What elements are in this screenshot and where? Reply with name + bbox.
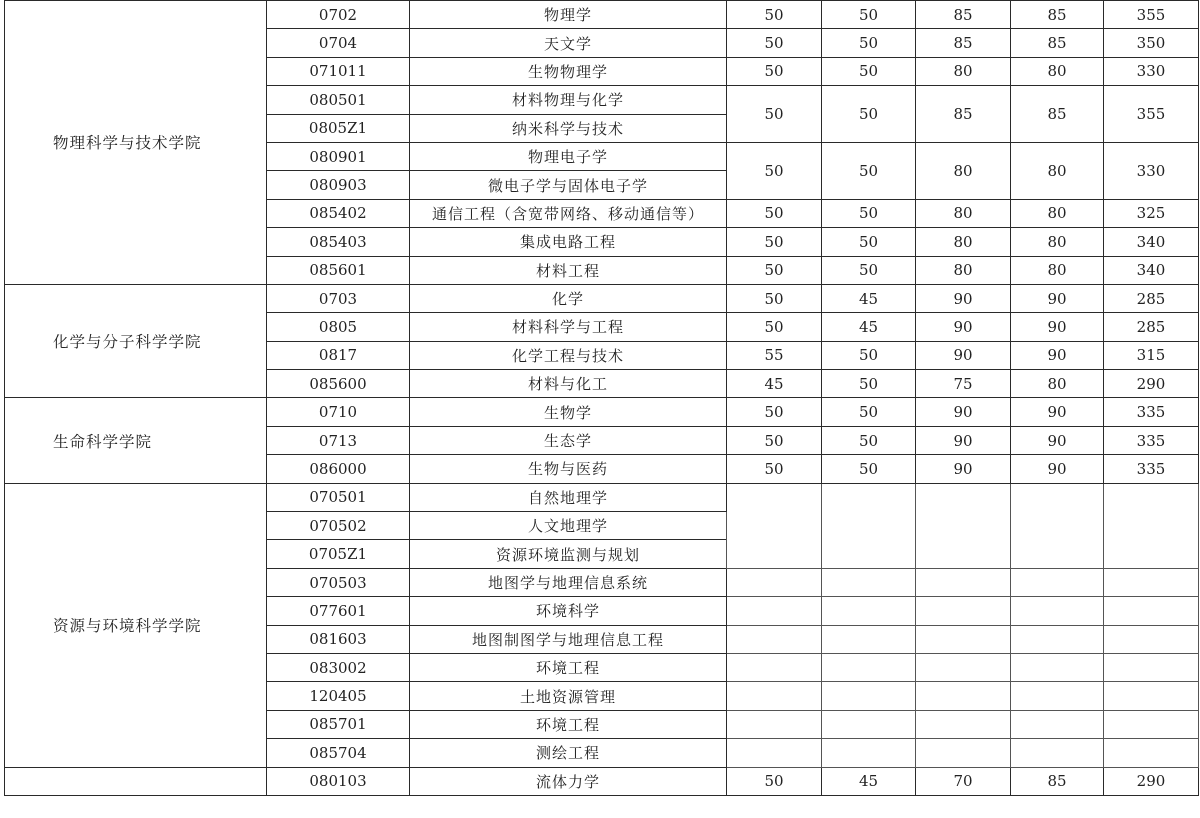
subject-score-cell: 50 [727, 29, 822, 57]
major-code-cell: 070501 [267, 483, 410, 511]
subject-score-cell: 90 [916, 398, 1011, 426]
table-row [5, 1, 1199, 29]
major-name-cell: 资源环境监测与规划 [410, 540, 727, 568]
subject-score-cell [822, 568, 916, 596]
total-score-cell: 335 [1104, 455, 1199, 483]
subject-score-cell: 50 [727, 767, 822, 795]
total-score-cell: 340 [1104, 228, 1199, 256]
total-score-cell: 330 [1104, 57, 1199, 85]
subject-score-cell: 90 [1011, 284, 1104, 312]
subject-score-cell: 50 [822, 1, 916, 29]
major-name-cell: 物理电子学 [410, 142, 727, 170]
major-code-cell: 077601 [267, 597, 410, 625]
major-name-cell: 材料与化工 [410, 370, 727, 398]
subject-score-cell: 50 [822, 370, 916, 398]
major-name-cell: 地图制图学与地理信息工程 [410, 625, 727, 653]
table-row [5, 483, 1199, 511]
subject-score-cell: 50 [822, 57, 916, 85]
subject-score-cell: 50 [727, 398, 822, 426]
subject-score-cell: 45 [822, 284, 916, 312]
subject-score-cell: 50 [822, 426, 916, 454]
subject-score-cell: 90 [1011, 455, 1104, 483]
major-name-cell: 材料科学与工程 [410, 313, 727, 341]
subject-score-cell [822, 597, 916, 625]
subject-score-cell [727, 739, 822, 767]
total-score-cell [1104, 682, 1199, 710]
total-score-cell [1104, 625, 1199, 653]
major-name-cell: 生态学 [410, 426, 727, 454]
subject-score-cell [1011, 710, 1104, 738]
subject-score-cell: 85 [1011, 29, 1104, 57]
subject-score-cell: 90 [1011, 398, 1104, 426]
major-code-cell: 0817 [267, 341, 410, 369]
subject-score-cell: 80 [1011, 57, 1104, 85]
major-code-cell: 080903 [267, 171, 410, 199]
subject-score-cell: 80 [916, 57, 1011, 85]
subject-score-cell [727, 682, 822, 710]
subject-score-cell: 50 [822, 256, 916, 284]
major-name-cell: 化学工程与技术 [410, 341, 727, 369]
major-code-cell: 0805Z1 [267, 114, 410, 142]
total-score-cell [1104, 653, 1199, 681]
major-code-cell: 085601 [267, 256, 410, 284]
subject-score-cell: 90 [916, 455, 1011, 483]
subject-score-cell: 50 [727, 1, 822, 29]
subject-score-cell: 50 [727, 57, 822, 85]
subject-score-cell: 45 [727, 370, 822, 398]
subject-score-cell [727, 483, 822, 568]
total-score-cell: 315 [1104, 341, 1199, 369]
subject-score-cell [822, 625, 916, 653]
major-name-cell: 测绘工程 [410, 739, 727, 767]
subject-score-cell: 55 [727, 341, 822, 369]
subject-score-cell [916, 682, 1011, 710]
college-name-cell: 生命科学学院 [5, 398, 267, 483]
subject-score-cell: 50 [727, 142, 822, 199]
subject-score-cell [916, 597, 1011, 625]
subject-score-cell: 50 [727, 284, 822, 312]
subject-score-cell: 90 [1011, 313, 1104, 341]
college-name-cell: 资源与环境科学学院 [5, 483, 267, 767]
major-code-cell: 0704 [267, 29, 410, 57]
subject-score-cell: 90 [1011, 341, 1104, 369]
major-name-cell: 天文学 [410, 29, 727, 57]
college-name-cell [5, 767, 267, 795]
total-score-cell [1104, 597, 1199, 625]
major-name-cell: 集成电路工程 [410, 228, 727, 256]
subject-score-cell: 90 [916, 284, 1011, 312]
major-name-cell: 材料物理与化学 [410, 86, 727, 114]
total-score-cell: 340 [1104, 256, 1199, 284]
major-code-cell: 0710 [267, 398, 410, 426]
college-name-cell: 化学与分子科学学院 [5, 284, 267, 398]
major-code-cell: 085600 [267, 370, 410, 398]
subject-score-cell: 80 [1011, 199, 1104, 227]
major-name-cell: 生物学 [410, 398, 727, 426]
major-code-cell: 080103 [267, 767, 410, 795]
score-table [4, 0, 1199, 796]
subject-score-cell: 45 [822, 313, 916, 341]
major-code-cell: 085403 [267, 228, 410, 256]
total-score-cell: 290 [1104, 767, 1199, 795]
subject-score-cell: 50 [822, 199, 916, 227]
total-score-cell [1104, 710, 1199, 738]
total-score-cell: 325 [1104, 199, 1199, 227]
subject-score-cell: 90 [916, 313, 1011, 341]
subject-score-cell: 45 [822, 767, 916, 795]
subject-score-cell: 50 [727, 228, 822, 256]
subject-score-cell [727, 625, 822, 653]
major-name-cell: 物理学 [410, 1, 727, 29]
college-name-cell: 物理科学与技术学院 [5, 1, 267, 285]
subject-score-cell: 50 [822, 341, 916, 369]
major-code-cell: 085704 [267, 739, 410, 767]
subject-score-cell [822, 682, 916, 710]
major-code-cell: 081603 [267, 625, 410, 653]
major-code-cell: 071011 [267, 57, 410, 85]
major-name-cell: 环境工程 [410, 653, 727, 681]
subject-score-cell: 50 [727, 86, 822, 143]
subject-score-cell: 50 [727, 256, 822, 284]
subject-score-cell [1011, 568, 1104, 596]
subject-score-cell: 80 [916, 199, 1011, 227]
subject-score-cell [916, 653, 1011, 681]
major-code-cell: 0713 [267, 426, 410, 454]
subject-score-cell: 80 [916, 142, 1011, 199]
subject-score-cell: 85 [1011, 1, 1104, 29]
major-code-cell: 080501 [267, 86, 410, 114]
table-row [5, 284, 1199, 312]
subject-score-cell: 85 [916, 1, 1011, 29]
subject-score-cell: 80 [1011, 142, 1104, 199]
subject-score-cell [1011, 682, 1104, 710]
total-score-cell: 355 [1104, 86, 1199, 143]
major-name-cell: 地图学与地理信息系统 [410, 568, 727, 596]
major-name-cell: 通信工程（含宽带网络、移动通信等） [410, 199, 727, 227]
table-row [5, 398, 1199, 426]
subject-score-cell: 80 [1011, 256, 1104, 284]
major-name-cell: 人文地理学 [410, 512, 727, 540]
total-score-cell [1104, 483, 1199, 568]
subject-score-cell [822, 483, 916, 568]
subject-score-cell: 70 [916, 767, 1011, 795]
major-code-cell: 0805 [267, 313, 410, 341]
major-code-cell: 120405 [267, 682, 410, 710]
major-name-cell: 材料工程 [410, 256, 727, 284]
subject-score-cell: 50 [822, 29, 916, 57]
subject-score-cell: 50 [822, 228, 916, 256]
subject-score-cell [822, 739, 916, 767]
major-name-cell: 自然地理学 [410, 483, 727, 511]
total-score-cell: 355 [1104, 1, 1199, 29]
total-score-cell: 290 [1104, 370, 1199, 398]
major-code-cell: 086000 [267, 455, 410, 483]
major-code-cell: 0703 [267, 284, 410, 312]
major-name-cell: 环境工程 [410, 710, 727, 738]
subject-score-cell [916, 625, 1011, 653]
subject-score-cell: 90 [916, 426, 1011, 454]
subject-score-cell: 90 [916, 341, 1011, 369]
subject-score-cell [727, 568, 822, 596]
subject-score-cell [1011, 597, 1104, 625]
subject-score-cell [727, 710, 822, 738]
subject-score-cell: 50 [727, 313, 822, 341]
subject-score-cell: 80 [1011, 228, 1104, 256]
total-score-cell: 285 [1104, 284, 1199, 312]
total-score-cell [1104, 568, 1199, 596]
major-name-cell: 生物与医药 [410, 455, 727, 483]
major-name-cell: 生物物理学 [410, 57, 727, 85]
subject-score-cell: 80 [916, 256, 1011, 284]
total-score-cell: 330 [1104, 142, 1199, 199]
major-name-cell: 流体力学 [410, 767, 727, 795]
subject-score-cell: 85 [1011, 767, 1104, 795]
subject-score-cell: 50 [822, 455, 916, 483]
major-code-cell: 070503 [267, 568, 410, 596]
subject-score-cell: 85 [916, 86, 1011, 143]
total-score-cell: 350 [1104, 29, 1199, 57]
total-score-cell: 285 [1104, 313, 1199, 341]
subject-score-cell [916, 710, 1011, 738]
subject-score-cell [822, 653, 916, 681]
subject-score-cell: 80 [916, 228, 1011, 256]
subject-score-cell: 50 [822, 86, 916, 143]
subject-score-cell: 50 [822, 142, 916, 199]
subject-score-cell: 85 [1011, 86, 1104, 143]
subject-score-cell [727, 597, 822, 625]
subject-score-cell: 50 [727, 426, 822, 454]
subject-score-cell [1011, 483, 1104, 568]
major-name-cell: 土地资源管理 [410, 682, 727, 710]
major-name-cell: 环境科学 [410, 597, 727, 625]
subject-score-cell: 80 [1011, 370, 1104, 398]
subject-score-cell: 85 [916, 29, 1011, 57]
subject-score-cell [1011, 653, 1104, 681]
subject-score-cell [822, 710, 916, 738]
table-row [5, 767, 1199, 795]
major-code-cell: 085701 [267, 710, 410, 738]
subject-score-cell: 50 [822, 398, 916, 426]
major-code-cell: 070502 [267, 512, 410, 540]
subject-score-cell: 50 [727, 455, 822, 483]
major-code-cell: 0702 [267, 1, 410, 29]
subject-score-cell: 50 [727, 199, 822, 227]
major-code-cell: 085402 [267, 199, 410, 227]
subject-score-cell [916, 483, 1011, 568]
major-name-cell: 纳米科学与技术 [410, 114, 727, 142]
subject-score-cell [1011, 739, 1104, 767]
subject-score-cell: 90 [1011, 426, 1104, 454]
total-score-cell [1104, 739, 1199, 767]
total-score-cell: 335 [1104, 426, 1199, 454]
subject-score-cell [916, 739, 1011, 767]
major-code-cell: 080901 [267, 142, 410, 170]
total-score-cell: 335 [1104, 398, 1199, 426]
major-name-cell: 化学 [410, 284, 727, 312]
subject-score-cell [727, 653, 822, 681]
major-name-cell: 微电子学与固体电子学 [410, 171, 727, 199]
major-code-cell: 0705Z1 [267, 540, 410, 568]
major-code-cell: 083002 [267, 653, 410, 681]
score-table-body [5, 1, 1199, 796]
subject-score-cell [1011, 625, 1104, 653]
subject-score-cell: 75 [916, 370, 1011, 398]
subject-score-cell [916, 568, 1011, 596]
